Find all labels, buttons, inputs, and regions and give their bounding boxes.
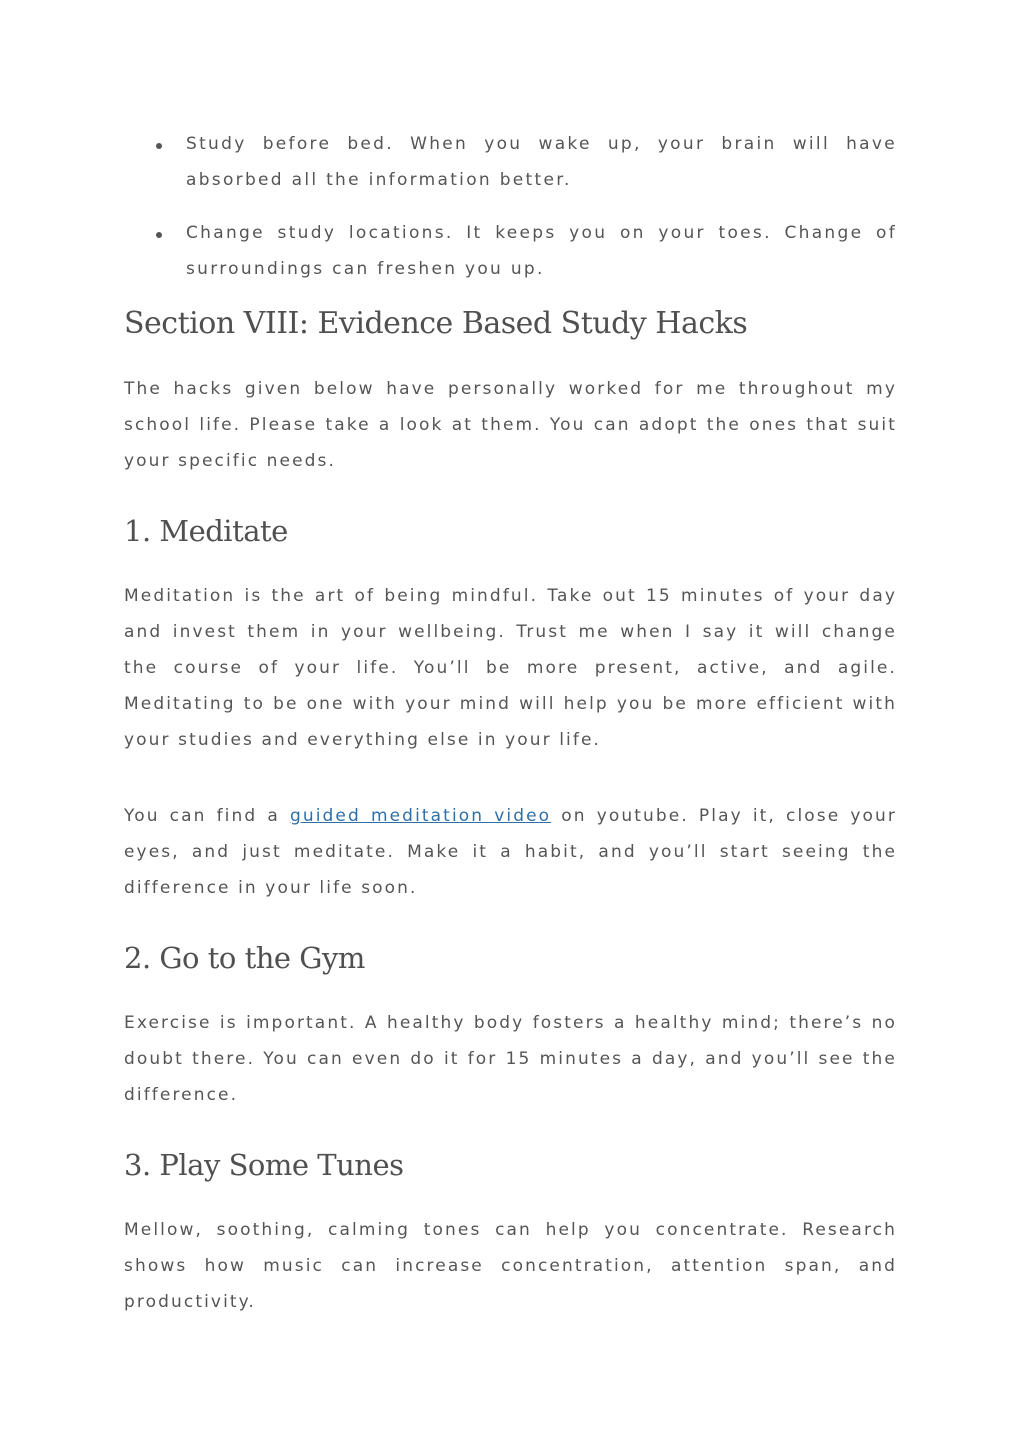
section-title: Section VIII: Evidence Based Study Hacks	[124, 306, 748, 341]
tips-bullet-list	[124, 126, 897, 287]
hack-title-tunes: 3. Play Some Tunes	[124, 1148, 404, 1182]
meditate-video-text-before: You can find a	[124, 806, 290, 826]
meditate-paragraph: Meditation is the art of being mindful. Take out 15 minutes of your day and invest them in your wellbeing. Trust me when I say it will change the course of your life. You’ll be more present, active, and agile. Meditating to be one with your mind will help you be more efficient with your studies and everything else in your life.	[124, 586, 897, 750]
meditate-video-paragraph	[124, 798, 897, 906]
hack-title-gym: 2. Go to the Gym	[124, 941, 365, 975]
bullet-item: Study before bed. When you wake up, your brain will have absorbed all the information better.	[124, 126, 897, 198]
guided-meditation-video-link[interactable]: guided meditation video	[289, 806, 552, 826]
tunes-paragraph: Mellow, soothing, calming tones can help you concentrate. Research shows how music can increase concentration, attention span, and productivity.	[124, 1220, 897, 1312]
document-page	[124, 126, 897, 1320]
meditate-video-text-after: on youtube. Play it, close your eyes, and just meditate. Make it a habit, and you’ll start seeing the difference in your life soon.	[124, 806, 897, 898]
gym-paragraph: Exercise is important. A healthy body fosters a healthy mind; there’s no doubt there. You can even do it for 15 minutes a day, and you’ll see the difference.	[124, 1013, 897, 1105]
hack-title-meditate: 1. Meditate	[124, 514, 288, 548]
bullet-item: Change study locations. It keeps you on your toes. Change of surroundings can freshen you up.	[124, 215, 897, 287]
section-intro-paragraph: The hacks given below have personally worked for me throughout my school life. Please take a look at them. You can adopt the ones that suit your specific needs.	[124, 379, 897, 471]
